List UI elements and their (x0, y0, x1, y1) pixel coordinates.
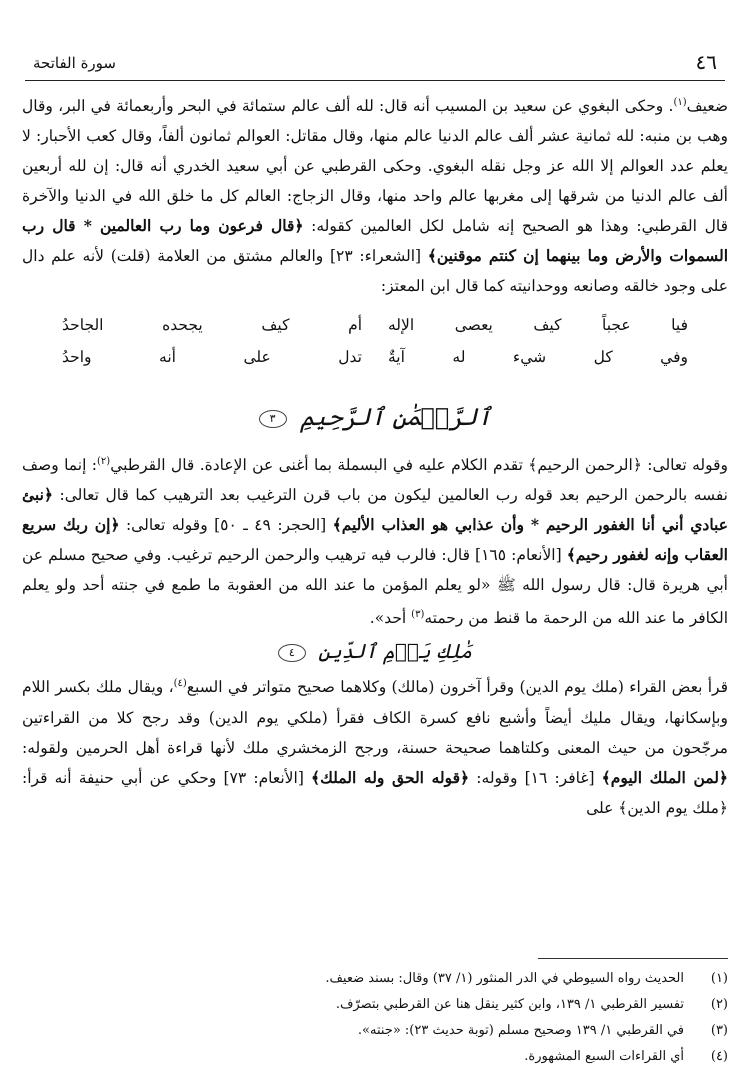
text-segment: ، ويقال ملك بكسر اللام وبإسكانها، ويقال مليك أيضاً وأشبع نافع كسرة الكاف فقرأ (ملكي يوم الدين) وقد رجح كلا من القراءتين مرجّحون من حيث المعنى وكلتاهما صحيحة حسنة، ورجح الزمخشري ملك لأنها قراءة أهل الحرمين ولقوله: (22, 678, 728, 757)
quran-quote: ﴿قال فرعون وما رب العالمين * قال رب السموات والأرض وما بينهما إن كنتم موقنين﴾ (22, 216, 729, 266)
text-segment: [الحجر: ٤٩ ـ ٥٠] وقوله تعالى: (119, 516, 333, 535)
verse-heading (22, 395, 728, 439)
quran-quote: ﴿لمن الملك اليوم﴾ (601, 767, 729, 787)
poem-hemistich: وفي كل شيء له آيةٌ (388, 348, 688, 367)
verse-heading (22, 633, 728, 669)
footnote-ref: (٤) (173, 678, 187, 690)
page-body (22, 88, 728, 823)
footnote (22, 966, 728, 992)
footnote (22, 1018, 728, 1044)
poem-line (22, 341, 728, 373)
poem-hemistich: أم كيف يجحده الجاحدُ (62, 316, 362, 335)
verse-text: مَٰلِكِ يَوۡمِ ٱلدِّينِ (318, 639, 473, 664)
footnote-ref: (٢) (97, 456, 111, 468)
page-header (25, 48, 725, 81)
poem-hemistich: فيا عجباً كيف يعصى الإله (388, 316, 688, 335)
quran-quote: ﴿نبئ عبادي أني أنا الغفور الرحيم * وأن عذابي هو العذاب الأليم﴾ (22, 485, 728, 535)
text-segment: أحد». (369, 609, 412, 628)
text-segment: : إنما وصف نفسه بالرحمن الرحيم بعد قوله رب العالمين ليكون من باب قرن الترغيب بعد الترهيب كما قال تعالى: (22, 456, 728, 505)
paragraph-worlds (22, 88, 728, 301)
footnote-number: (٣) (710, 1023, 728, 1038)
footnotes (22, 966, 728, 1070)
quran-quote: ﴿إن ربك سريع العقاب وإنه لغفور رحيم﴾ (22, 515, 728, 565)
running-title: سورة الفاتحة (33, 54, 116, 72)
footnote-text: أي القراءات السبع المشهورة. (524, 1049, 684, 1064)
footnote-ref: (١) (673, 97, 687, 108)
footnote-text: تفسير القرطبي ١/ ١٣٩، وابن كثير ينقل هنا عن القرطبي بتصرّف. (335, 997, 684, 1012)
paragraph-rahman (22, 447, 728, 633)
verse-number-marker: ٤ (278, 644, 306, 662)
poem-line (22, 309, 728, 341)
text-segment: [غافر: ١٦] وقوله: (469, 768, 602, 787)
poem (22, 309, 728, 373)
footnote (22, 1044, 728, 1070)
text-segment: [الأنعام: ١٦٥] قال: فالرب فيه ترهيب والرحمن الرحيم ترغيب. وفي صحيح مسلم عن أبي هريرة قال: قال رسول الله ﷺ «لو يعلم المؤمن ما عند الله من العقوبة ما طمع في جنته أحد ولو يعلم الكافر ما عند الله من الرحمة ما قنط من رحمته (22, 546, 728, 628)
quran-quote: ﴿قوله الحق وله الملك﴾ (311, 767, 470, 787)
text-segment: قرأ بعض القراء (ملك يوم الدين) وقرأ آخرون (مالك) وكلاهما صحيح متواتر في السبع (186, 678, 728, 697)
footnote-number: (١) (710, 971, 728, 986)
footnote-text: الحديث رواه السيوطي في الدر المنثور (١/ ٣٧) وقال: بسند ضعيف. (325, 971, 684, 986)
text-segment: . وحكى البغوي عن سعيد بن المسيب أنه قال: لله ألف عالم ستمائة في البحر وأربعمائة في البر، وقال وهب بن منبه: لله ثمانية عشر ألف عالم الدنيا عالم منها، وقال مقاتل: العوالم ثمانون ألفاً، وقال كعب الأحبار: لا يعلم عدد العوالم إلا الله عز وجل نقله البغوي. وحكى القرطبي عن أبي سعيد الخدري أنه قال: إن لله أربعين ألف عالم الدنيا من شرقها إلى مغربها عالم واحد منها، وقال الزجاج: العالم كل ما خلق الله في الدنيا والآخرة قال القرطبي: وهذا هو الصحيح إنه شامل لكل العالمين كقوله: (22, 97, 728, 236)
page-number: ٤٦ (695, 50, 717, 74)
paragraph-malik (22, 669, 728, 822)
footnote-number: (٤) (710, 1049, 728, 1064)
footnote (22, 992, 728, 1018)
footnote-ref: (٣) (411, 609, 425, 621)
poem-hemistich: تدل على أنه واحدُ (62, 348, 362, 367)
text-segment: وقوله تعالى: ﴿الرحمن الرحيم﴾ تقدم الكلام عليه في البسملة بما أغنى عن الإعادة. قال القرطبي (110, 456, 728, 475)
verse-number-marker: ٣ (259, 410, 287, 428)
footnote-divider (538, 958, 728, 959)
text-segment: [الأنعام: ٧٣] وحكي عن أبي حنيفة أنه قرأ: ﴿ملك يوم الدين﴾ على (22, 768, 728, 817)
footnote-number: (٢) (710, 997, 728, 1012)
footnote-text: في القرطبي ١/ ١٣٩ وصحيح مسلم (توبة حديث ٢٣): «جنته». (357, 1023, 684, 1038)
text-segment: ضعيف (686, 97, 728, 116)
verse-text: ٱلرَّحۡمَٰنِ ٱلرَّحِيمِ (300, 403, 492, 432)
text-segment: [الشعراء: ٢٣] والعالم مشتق من العلامة (قلت) لأنه علم دال على وجود خالقه وصانعه ووحدانيته كما قال ابن المعتز: (22, 247, 728, 296)
